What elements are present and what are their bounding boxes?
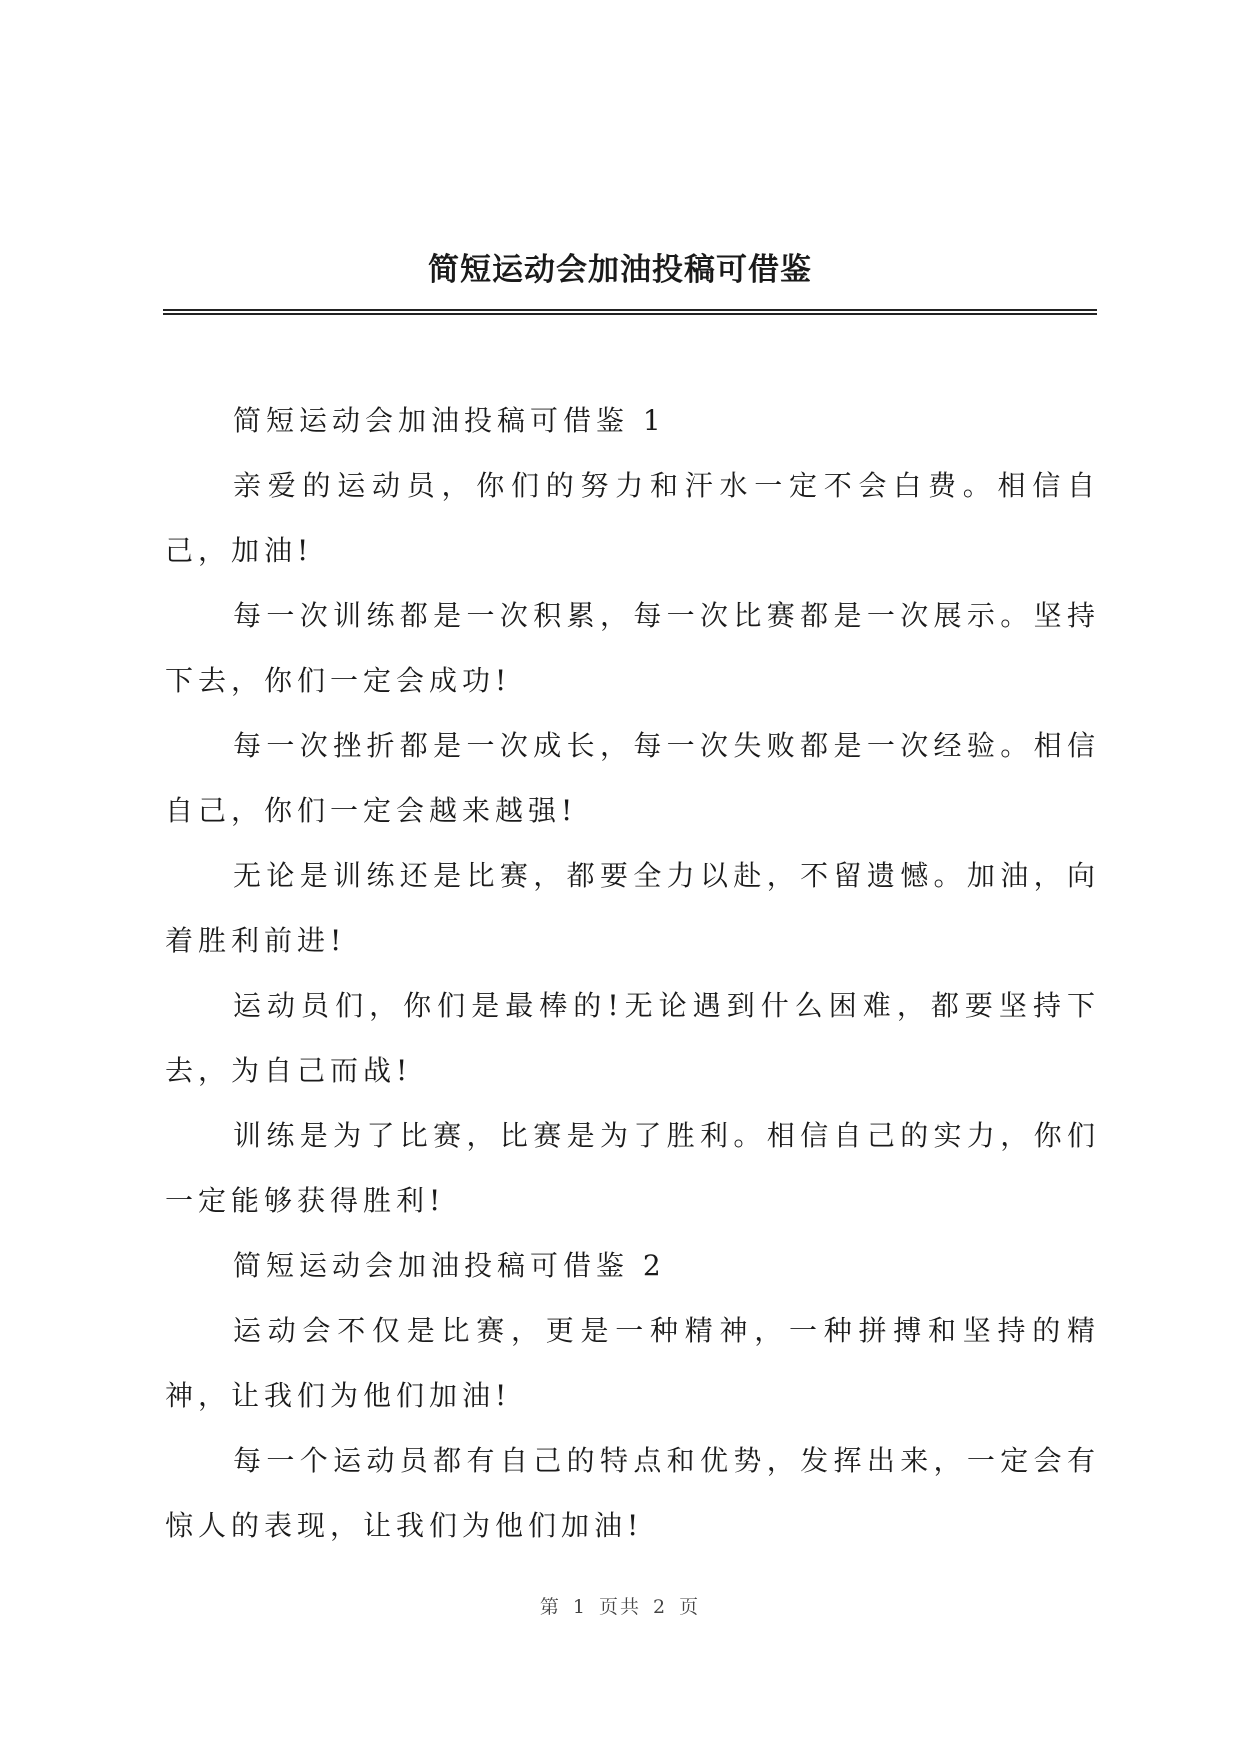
paragraph: 每一个运动员都有自己的特点和优势，发挥出来，一定会有惊人的表现，让我们为他们加油! [165, 1444, 1100, 1542]
paragraph: 运动会不仅是比赛，更是一种精神，一种拼搏和坚持的精神，让我们为他们加油! [165, 1314, 1100, 1412]
footer-middle: 页共 [598, 1596, 641, 1618]
document-title: 简短运动会加油投稿可借鉴 [428, 252, 812, 288]
paragraph: 运动员们，你们是最棒的!无论遇到什么困难，都要坚持下去，为自己而战! [165, 989, 1100, 1087]
paragraph: 亲爱的运动员，你们的努力和汗水一定不会白费。相信自己，加油! [165, 469, 1100, 567]
paragraph: 每一次训练都是一次积累，每一次比赛都是一次展示。坚持下去，你们一定会成功! [165, 599, 1100, 697]
footer-total-pages: 2 [653, 1596, 668, 1618]
footer-current-page: 1 [572, 1596, 587, 1618]
paragraph: 无论是训练还是比赛，都要全力以赴，不留遗憾。加油，向着胜利前进! [165, 859, 1100, 957]
paragraph: 每一次挫折都是一次成长，每一次失败都是一次经验。相信自己，你们一定会越来越强! [165, 729, 1100, 827]
footer-suffix: 页 [679, 1596, 701, 1618]
section-heading-2: 简短运动会加油投稿可借鉴 2 [233, 1249, 666, 1282]
section-heading-1: 简短运动会加油投稿可借鉴 1 [233, 404, 666, 437]
footer-prefix: 第 [539, 1596, 561, 1618]
page-footer [0, 1592, 1240, 1619]
title-double-rule [163, 309, 1097, 315]
paragraph: 训练是为了比赛，比赛是为了胜利。相信自己的实力，你们一定能够获得胜利! [165, 1119, 1100, 1217]
document-body [165, 388, 1100, 1558]
